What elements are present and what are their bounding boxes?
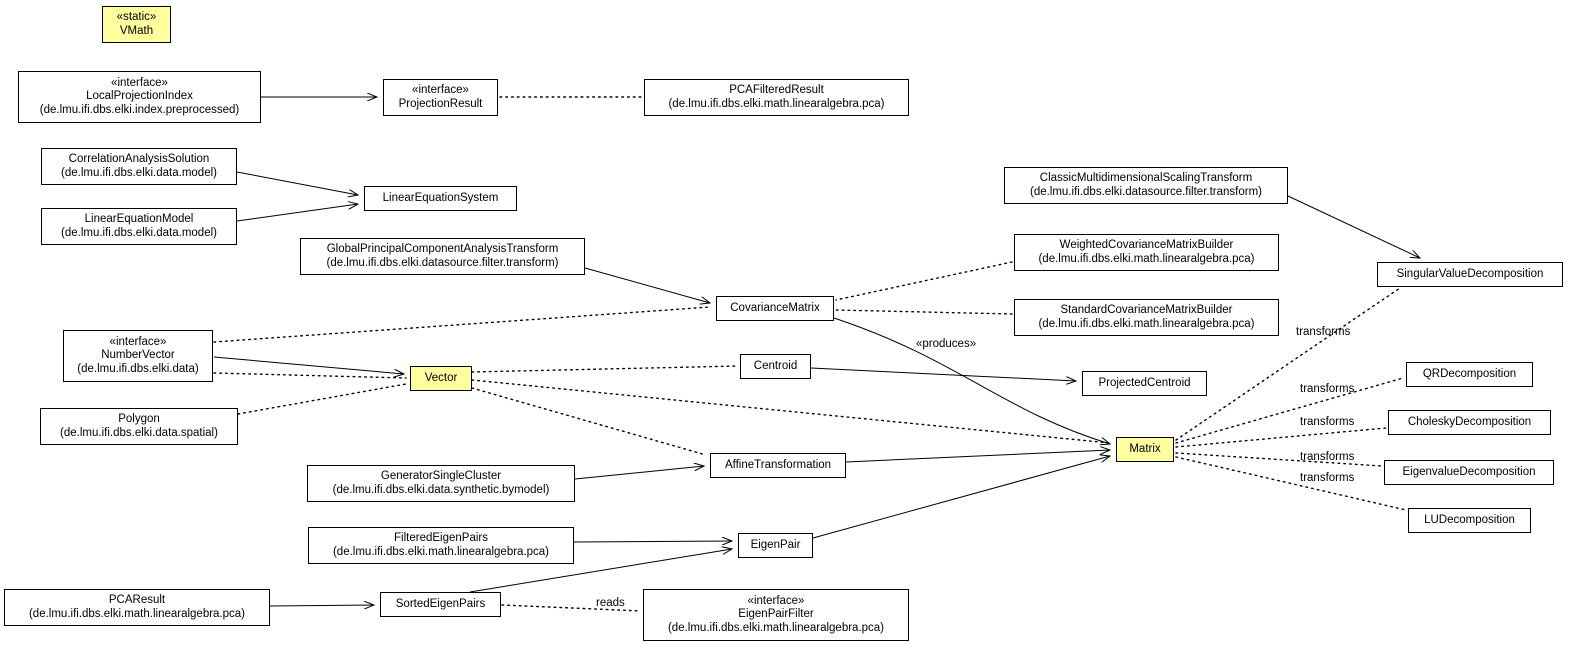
- class-package: (de.lmu.ifi.dbs.elki.datasource.filter.transform): [326, 256, 559, 269]
- edge-label-transforms-lu: transforms: [1300, 472, 1355, 484]
- edge-standardcov-covariancematrix: [836, 310, 1012, 314]
- class-name: ProjectedCentroid: [1098, 376, 1191, 389]
- class-name: FilteredEigenPairs: [394, 532, 488, 544]
- edge-label-reads: reads: [596, 597, 625, 609]
- class-box-vmath[interactable]: [102, 6, 171, 43]
- class-package: (de.lmu.ifi.dbs.elki.math.linearalgebra.pca): [1038, 252, 1255, 265]
- class-box-matrix[interactable]: [1116, 437, 1174, 462]
- class-name: SortedEigenPairs: [395, 597, 486, 610]
- class-box-eigenpairfilter[interactable]: [643, 589, 909, 641]
- class-name: Polygon: [118, 413, 160, 425]
- class-name: PCAResult: [108, 594, 166, 606]
- class-name: WeightedCovarianceMatrixBuilder: [1059, 239, 1234, 251]
- class-package: (de.lmu.ifi.dbs.elki.math.linearalgebra.pca): [332, 545, 550, 558]
- edge-vector-matrix: [472, 380, 1110, 443]
- edge-weightedcov-covariancematrix: [836, 262, 1012, 300]
- class-box-linearequationmodel[interactable]: [41, 208, 237, 245]
- edge-affine-matrix: [846, 450, 1110, 462]
- class-package: (de.lmu.ifi.dbs.elki.data.model): [61, 226, 217, 239]
- class-box-ludecomposition[interactable]: [1408, 508, 1531, 533]
- class-name: NumberVector: [101, 349, 175, 362]
- edge-label-transforms-qr: transforms: [1300, 383, 1355, 395]
- edge-matrix-qr: [1176, 378, 1403, 443]
- class-box-correlationanalysissolution[interactable]: [41, 148, 237, 185]
- edge-matrix-lu: [1176, 457, 1406, 510]
- class-box-pcaresult[interactable]: [4, 589, 270, 626]
- class-package: (de.lmu.ifi.dbs.elki.math.linearalgebra.pca): [667, 621, 885, 634]
- edge-label-produces: «produces»: [916, 338, 977, 350]
- edge-eigenpair-matrix: [813, 456, 1110, 538]
- class-name: Centroid: [753, 359, 798, 372]
- class-name: Vector: [424, 371, 458, 384]
- edge-filteredeigenpairs-eigenpair: [574, 541, 732, 542]
- class-name: ProjectionResult: [398, 97, 483, 110]
- class-name: CholeskyDecomposition: [1407, 415, 1532, 428]
- class-package: (de.lmu.ifi.dbs.elki.math.linearalgebra.pca): [28, 607, 246, 620]
- edge-classicmds-svd: [1288, 196, 1420, 258]
- edge-label-transforms-cholesky: transforms: [1300, 416, 1355, 428]
- class-name: GeneratorSingleCluster: [380, 470, 502, 482]
- class-name: CovarianceMatrix: [730, 301, 820, 314]
- class-package: (de.lmu.ifi.dbs.elki.math.linearalgebra.pca): [1038, 317, 1255, 330]
- edge-vector-affine: [472, 388, 706, 455]
- class-box-globalpca[interactable]: [300, 238, 585, 275]
- class-box-sortedeigenpairs[interactable]: [380, 592, 501, 617]
- class-box-generatorsinglecluster[interactable]: [307, 465, 575, 502]
- edge-label-transforms-svd: transforms: [1296, 326, 1351, 338]
- class-box-eigenvaluedecomposition[interactable]: [1384, 460, 1554, 485]
- class-box-weightedcovbuilder[interactable]: [1014, 234, 1279, 271]
- class-name: SingularValueDecomposition: [1396, 267, 1544, 280]
- class-box-eigenpair[interactable]: [738, 533, 813, 558]
- class-stereotype: «interface»: [412, 84, 469, 96]
- class-name: AffineTransformation: [724, 458, 832, 471]
- class-box-standardcovbuilder[interactable]: [1014, 299, 1279, 336]
- class-name: EigenvalueDecomposition: [1402, 465, 1536, 478]
- edge-linearequationmodel-linearequationsystem: [237, 204, 358, 221]
- class-box-polygon[interactable]: [40, 408, 238, 445]
- class-name: CorrelationAnalysisSolution: [68, 153, 210, 165]
- class-box-localprojectionindex[interactable]: [18, 71, 261, 123]
- edge-generatorsinglecluster-affine: [575, 466, 704, 479]
- class-stereotype: «static»: [116, 11, 157, 23]
- class-package: (de.lmu.ifi.dbs.elki.data.spatial): [60, 426, 218, 439]
- class-name: PCAFilteredResult: [729, 84, 824, 96]
- class-box-covariancematrix[interactable]: [716, 296, 834, 321]
- edge-pcaresult-sortedeigenpairs: [270, 605, 374, 606]
- class-stereotype: «interface»: [109, 335, 167, 348]
- class-box-affinetransformation[interactable]: [710, 453, 846, 478]
- class-package: (de.lmu.ifi.dbs.elki.index.preprocessed): [39, 103, 240, 116]
- class-box-linearequationsystem[interactable]: [364, 186, 517, 211]
- class-name: LUDecomposition: [1424, 513, 1515, 526]
- edge-numbervector-covariancematrix: [214, 307, 710, 342]
- class-stereotype: «interface»: [111, 76, 168, 89]
- class-name: EigenPair: [750, 538, 801, 551]
- class-name: LocalProjectionIndex: [86, 90, 193, 103]
- class-package: (de.lmu.ifi.dbs.elki.data.model): [61, 166, 217, 179]
- edge-label-transforms-eigen: transforms: [1300, 451, 1355, 463]
- class-box-numbervector[interactable]: [63, 330, 213, 382]
- class-name: VMath: [119, 24, 154, 37]
- edge-centroid-projectedcentroid: [811, 368, 1076, 381]
- class-package: (de.lmu.ifi.dbs.elki.datasource.filter.transform): [1029, 185, 1262, 198]
- class-box-classicmds[interactable]: [1004, 167, 1288, 204]
- edge-numbervector-vector2: [214, 373, 406, 378]
- class-package: (de.lmu.ifi.dbs.elki.data.synthetic.bymodel): [332, 483, 550, 496]
- class-box-projectionresult[interactable]: [383, 79, 498, 116]
- class-box-qrdecomposition[interactable]: [1406, 362, 1533, 387]
- class-name: QRDecomposition: [1422, 367, 1517, 380]
- edge-matrix-cholesky: [1176, 428, 1386, 447]
- class-name: EigenPairFilter: [738, 608, 814, 621]
- edge-globalpca-covariancematrix: [585, 268, 710, 303]
- edge-correlationanalysissolution-linearequationsystem: [237, 172, 358, 195]
- class-name: GlobalPrincipalComponentAnalysisTransform: [326, 243, 559, 255]
- class-box-svd[interactable]: [1377, 262, 1563, 287]
- class-name: LinearEquationModel: [84, 213, 194, 225]
- class-name: ClassicMultidimensionalScalingTransform: [1039, 172, 1253, 184]
- class-name: LinearEquationSystem: [382, 191, 499, 204]
- class-box-filteredeigenpairs[interactable]: [308, 527, 574, 564]
- edge-vector-centroid: [472, 366, 738, 372]
- class-box-pcafilteredresult[interactable]: [644, 79, 909, 116]
- class-package: (de.lmu.ifi.dbs.elki.math.linearalgebra.pca): [668, 97, 885, 110]
- class-box-choleskydecomposition[interactable]: [1388, 410, 1551, 435]
- edge-covariancematrix-matrix: [834, 318, 1110, 444]
- class-package: (de.lmu.ifi.dbs.elki.data): [77, 362, 199, 375]
- class-box-vector[interactable]: [410, 366, 472, 391]
- class-box-projectedcentroid[interactable]: [1082, 371, 1207, 396]
- class-name: StandardCovarianceMatrixBuilder: [1060, 304, 1233, 316]
- class-stereotype: «interface»: [747, 594, 805, 607]
- edge-numbervector-vector: [214, 357, 404, 374]
- class-name: Matrix: [1129, 442, 1161, 455]
- edge-polygon-vector: [238, 384, 406, 414]
- class-box-centroid[interactable]: [740, 354, 811, 379]
